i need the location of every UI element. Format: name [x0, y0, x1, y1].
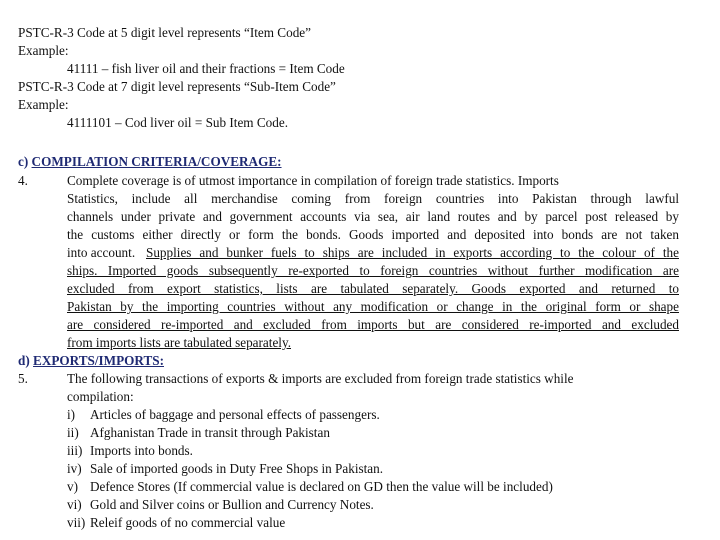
- list-item-text: Gold and Silver coins or Bullion and Currency Notes.: [90, 497, 374, 512]
- paragraph-line: Complete coverage is of utmost importance in compilation of foreign trade statistics. Imports: [67, 173, 559, 188]
- list-item-text: Articles of baggage and personal effects of passengers.: [90, 407, 380, 422]
- paragraph-text: into account.: [67, 245, 136, 260]
- list-item-number: iii): [67, 443, 83, 458]
- sub-item-code-example: 4111101 – Cod liver oil = Sub Item Code.: [67, 115, 288, 130]
- paragraph-line: compilation:: [67, 389, 134, 404]
- section-c-heading: [18, 153, 282, 171]
- list-item-text: Sale of imported goods in Duty Free Shops in Pakistan.: [90, 461, 384, 476]
- section-d-title: EXPORTS/IMPORTS:: [33, 353, 164, 368]
- paragraph-line: the customs either directly or form the bonds. Goods imported and deposited into bonds are not taken: [67, 227, 679, 242]
- list-item-number: vi): [67, 497, 82, 512]
- section-d-prefix: d): [18, 353, 34, 368]
- item-code-definition: PSTC-R-3 Code at 5 digit level represents “Item Code”: [18, 25, 311, 40]
- paragraph-number: 4.: [18, 173, 28, 188]
- item-code-example: 41111 – fish liver oil and their fractions = Item Code: [67, 61, 345, 76]
- underlined-paragraph-line: ships. Imported goods subsequently re-exported to foreign countries without further modification are: [67, 263, 679, 278]
- paragraph-line: channels under private and government accounts via sea, air land routes and by parcel post released by: [67, 209, 679, 224]
- example-label: Example:: [18, 43, 69, 58]
- list-item: [67, 460, 384, 478]
- list-item: [67, 406, 380, 424]
- list-item: [67, 424, 330, 442]
- underlined-paragraph-line: from imports lists are tabulated separately.: [67, 335, 291, 350]
- section-d-heading: [18, 352, 164, 370]
- list-item-number: vii): [67, 515, 86, 530]
- list-item-number: i): [67, 407, 76, 422]
- list-item-number: ii): [67, 425, 79, 440]
- underlined-paragraph-line: excluded from export statistics, lists are tabulated separately. Goods exported and returned to: [67, 281, 679, 296]
- list-item-text: Defence Stores (If commercial value is declared on GD then the value will be included): [90, 479, 553, 494]
- section-c-title: COMPILATION CRITERIA/COVERAGE:: [31, 154, 282, 169]
- paragraph-number: 5.: [18, 371, 28, 386]
- paragraph-line: [67, 244, 679, 262]
- list-item-number: iv): [67, 461, 82, 476]
- example-label: Example:: [18, 97, 69, 112]
- list-item: [67, 496, 374, 514]
- list-item: [67, 514, 286, 532]
- list-item-text: Imports into bonds.: [90, 443, 193, 458]
- underlined-paragraph-line: Pakistan by the importing countries without any modification or change in the original form or shape: [67, 299, 679, 314]
- section-c-prefix: c): [18, 154, 32, 169]
- underlined-paragraph-line: are considered re-imported and excluded from imports but are considered re-imported and excluded: [67, 317, 679, 332]
- paragraph-line: The following transactions of exports & imports are excluded from foreign trade statistics while: [67, 371, 574, 386]
- list-item-text: Releif goods of no commercial value: [90, 515, 286, 530]
- underlined-text: Supplies and bunker fuels to ships are included in exports according to the colour of the: [146, 245, 679, 260]
- paragraph-line: Statistics, include all merchandise coming from foreign countries into Pakistan through lawful: [67, 191, 679, 206]
- sub-item-code-definition: PSTC-R-3 Code at 7 digit level represents “Sub-Item Code”: [18, 79, 336, 94]
- list-item-number: v): [67, 479, 78, 494]
- list-item: [67, 478, 553, 496]
- list-item: [67, 442, 193, 460]
- list-item-text: Afghanistan Trade in transit through Pakistan: [90, 425, 330, 440]
